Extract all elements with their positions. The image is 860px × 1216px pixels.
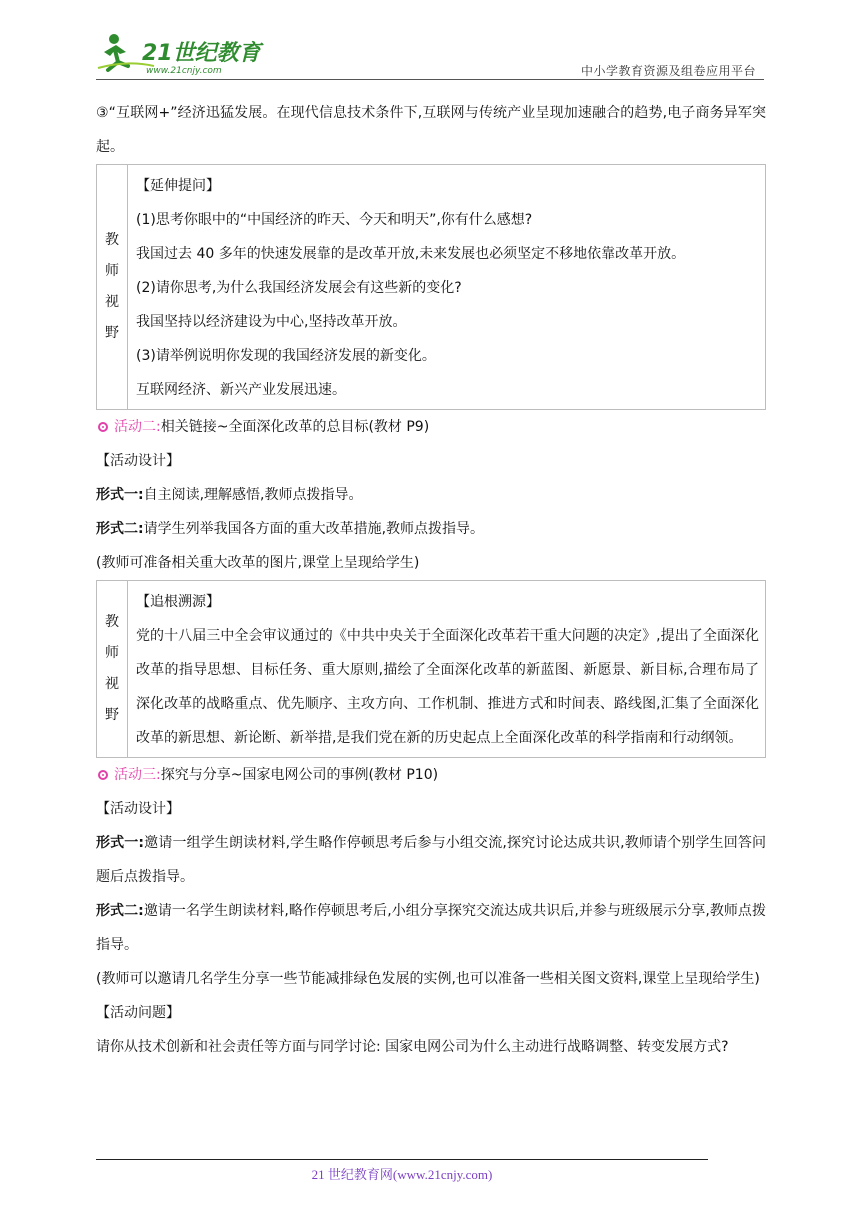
activity-3-note: (教师可以邀请几名学生分享一些节能减排绿色发展的实例,也可以准备一些相关图文资料,课堂上呈现给学生)	[96, 971, 760, 987]
document-body	[96, 96, 766, 1064]
question-3: (3)请举例说明你发现的我国经济发展的新变化。	[136, 348, 436, 364]
bullet-circle-icon	[98, 770, 108, 780]
bullet-circle-icon	[98, 422, 108, 432]
footer-divider	[96, 1159, 708, 1160]
intro-item: ③“互联网+”经济迅猛发展。在现代信息技术条件下,互联网与传统产业呈现加速融合的趋势,电子商务异军突起。	[96, 105, 766, 155]
activity-2-note: (教师可准备相关重大改革的图片,课堂上呈现给学生)	[96, 555, 420, 571]
answer-3: 互联网经济、新兴产业发展迅速。	[136, 382, 346, 398]
activity-3-question: 请你从技术创新和社会责任等方面与同学讨论: 国家电网公司为什么主动进行战略调整、转变发展方式?	[96, 1039, 729, 1055]
box-side-label: 教 师 视 野	[97, 165, 128, 409]
box-side-label: 教 师 视 野	[97, 581, 128, 757]
runner-logo-icon	[96, 30, 266, 78]
question-1: (1)思考你眼中的“中国经济的昨天、今天和明天”,你有什么感想?	[136, 212, 533, 228]
svg-text:21世纪教育: 21世纪教育	[142, 41, 261, 66]
svg-text:www.21cnjy.com: www.21cnjy.com	[146, 66, 222, 76]
site-logo	[96, 30, 266, 78]
box-content	[128, 165, 765, 409]
box-text: 党的十八届三中全会审议通过的《中共中央关于全面深化改革若干重大问题的决定》,提出了全面深化改革的指导思想、目标任务、重大原则,描绘了全面深化改革的新蓝图、新愿景、新目标,合理布局了深化改革的战略重点、优先顺序、主攻方向、工作机制、推进方式和时间表、路线图,汇集了全面深化改革的新思想、新论断、新举措,是我们党在新的历史起点上全面深化改革的科学指南和行动纲领。	[136, 628, 759, 746]
header-divider	[96, 79, 764, 80]
question-2: (2)请你思考,为什么我国经济发展会有这些新的变化?	[136, 280, 462, 296]
activity-3-form-2: 形式二:邀请一名学生朗读材料,略作停顿思考后,小组分享探究交流达成共识后,并参与班级展示分享,教师点拨指导。	[96, 903, 766, 953]
activity-3-title: 活动三: 探究与分享~国家电网公司的事例(教材 P10)	[96, 758, 766, 792]
activity-2-design-heading: 【活动设计】	[96, 453, 180, 469]
box-heading: 【追根溯源】	[136, 594, 220, 610]
activity-3-design-heading: 【活动设计】	[96, 801, 180, 817]
activity-3-form-1: 形式一:邀请一组学生朗读材料,学生略作停顿思考后参与小组交流,探究讨论达成共识,教师请个别学生回答问题后点拨指导。	[96, 835, 766, 885]
activity-2-form-2: 形式二:请学生列举我国各方面的重大改革措施,教师点拨指导。	[96, 521, 485, 537]
page-header	[96, 30, 764, 82]
activity-2-form-1: 形式一:自主阅读,理解感悟,教师点拨指导。	[96, 487, 363, 503]
answer-1: 我国过去 40 多年的快速发展靠的是改革开放,未来发展也必须坚定不移地依靠改革开放。	[136, 246, 686, 262]
teacher-view-box-2	[96, 580, 766, 758]
activity-3-question-heading: 【活动问题】	[96, 1005, 180, 1021]
page-footer: 21 世纪教育网(www.21cnjy.com)	[311, 1167, 493, 1182]
platform-name: 中小学教育资源及组卷应用平台	[580, 64, 756, 78]
box-content	[128, 581, 765, 757]
box-heading: 【延伸提问】	[136, 178, 220, 194]
activity-2-title: 活动二: 相关链接~全面深化改革的总目标(教材 P9)	[96, 410, 766, 444]
teacher-view-box-1	[96, 164, 766, 410]
answer-2: 我国坚持以经济建设为中心,坚持改革开放。	[136, 314, 407, 330]
